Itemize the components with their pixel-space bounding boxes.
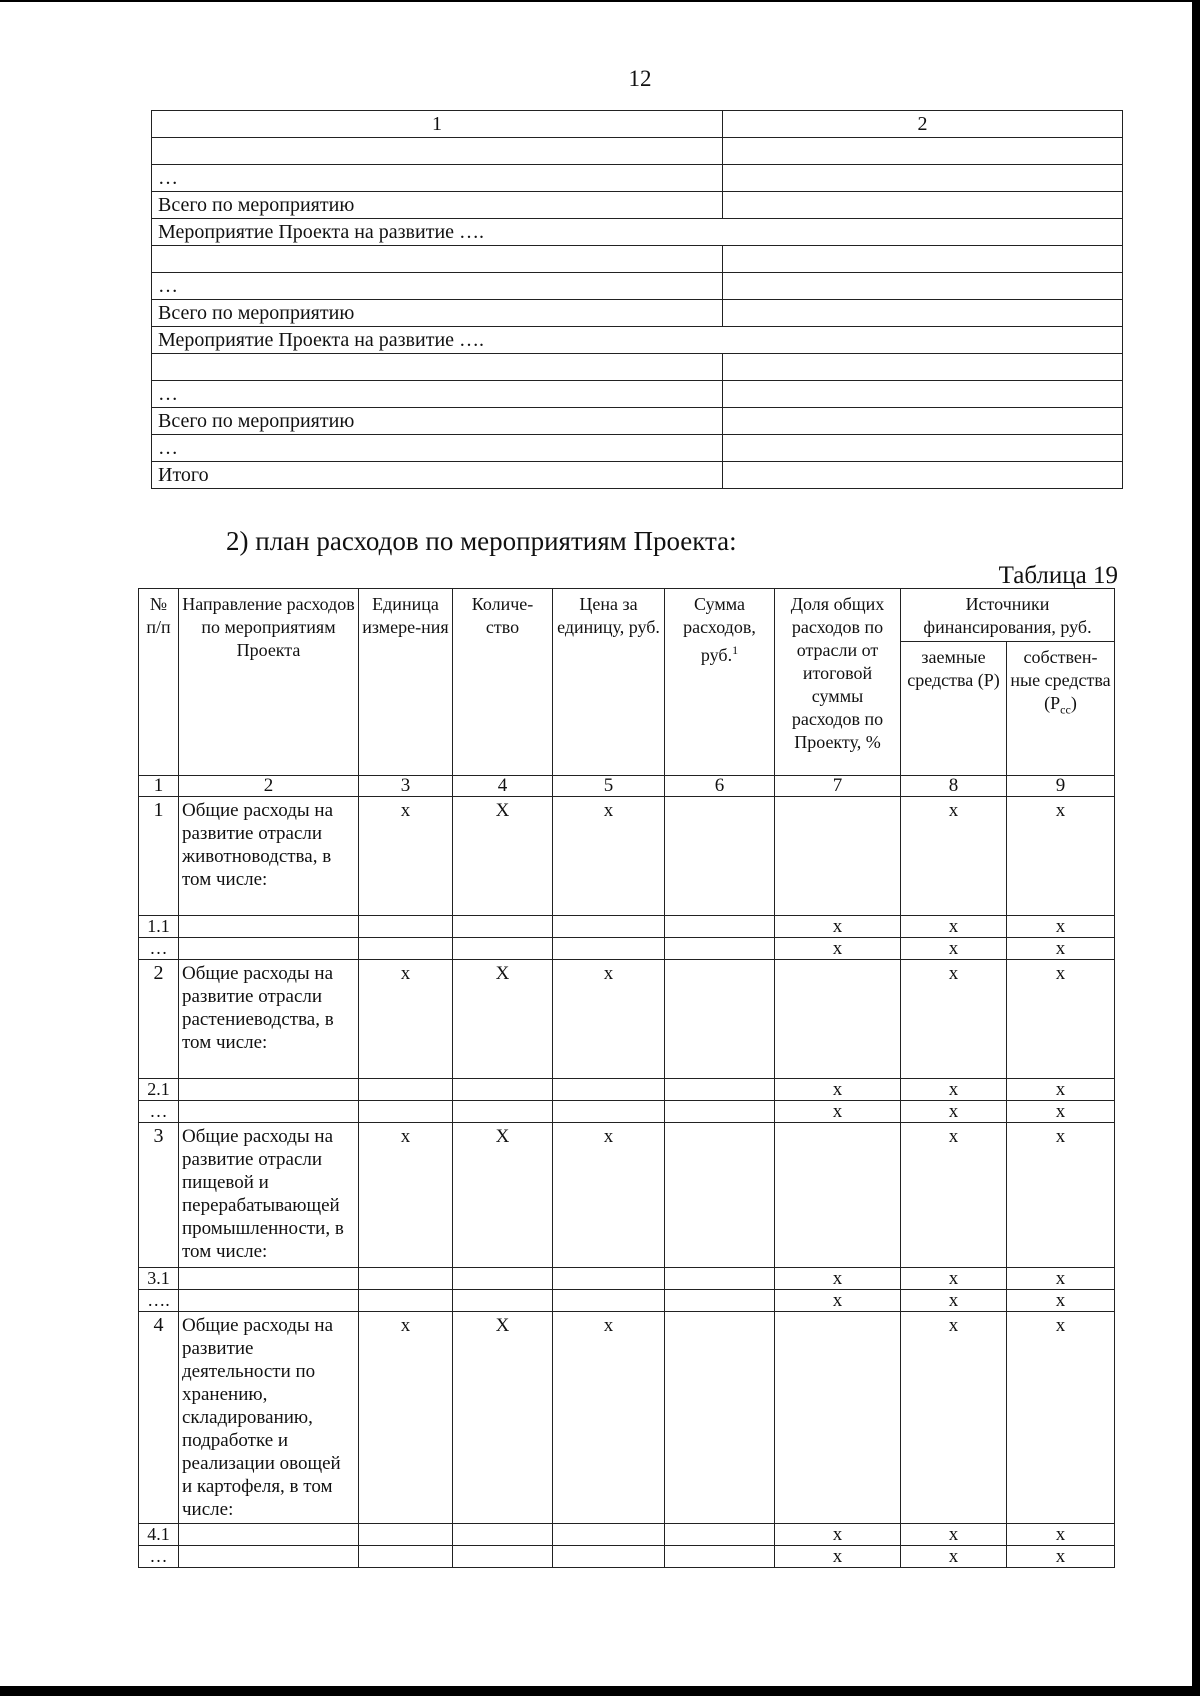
- empty-cell: [665, 916, 775, 938]
- price-cell: х: [553, 797, 665, 916]
- column-number: 9: [1007, 776, 1115, 797]
- own-x-cell: х: [1007, 1524, 1115, 1546]
- row-label-cell: [152, 354, 723, 381]
- empty-cell: [665, 1546, 775, 1568]
- table-row: [152, 435, 1123, 462]
- unit-cell: х: [359, 1312, 453, 1524]
- borrowed-cell: х: [901, 797, 1007, 916]
- scan-edge-right: [1192, 0, 1200, 1696]
- own-x-cell: х: [1007, 938, 1115, 960]
- borrowed-cell: х: [901, 1312, 1007, 1524]
- activity-title-cell: Мероприятие Проекта на развитие ….: [152, 327, 1123, 354]
- empty-cell: [359, 1524, 453, 1546]
- expense-plan-table: [138, 588, 1115, 1568]
- row-value-cell: [723, 354, 1123, 381]
- sub-row: [139, 938, 1115, 960]
- column-number: 6: [665, 776, 775, 797]
- sub-number: …: [139, 1101, 179, 1123]
- row-value-cell: [723, 138, 1123, 165]
- share-cell: [775, 1312, 901, 1524]
- sub-row: [139, 1079, 1115, 1101]
- empty-cell: [359, 938, 453, 960]
- share-x-cell: х: [775, 1290, 901, 1312]
- column-number: 3: [359, 776, 453, 797]
- price-cell: х: [553, 1123, 665, 1268]
- sub-number: 1.1: [139, 916, 179, 938]
- sub-number: …: [139, 938, 179, 960]
- header-sum: [665, 589, 775, 776]
- header-row-1: [139, 589, 1115, 642]
- empty-cell: [453, 1290, 553, 1312]
- row-value-cell: [723, 435, 1123, 462]
- group-number: 2: [139, 960, 179, 1079]
- header-price: Цена за единицу, руб.: [553, 589, 665, 776]
- empty-cell: [453, 1524, 553, 1546]
- row-value-cell: [723, 165, 1123, 192]
- empty-cell: [179, 916, 359, 938]
- row-value-cell: [723, 192, 1123, 219]
- borrowed-x-cell: х: [901, 1546, 1007, 1568]
- table-header-row: [152, 111, 1123, 138]
- column-number: 1: [139, 776, 179, 797]
- header-quantity: Количе-ство: [453, 589, 553, 776]
- empty-cell: [665, 1101, 775, 1123]
- group-number: 3: [139, 1123, 179, 1268]
- share-x-cell: х: [775, 1079, 901, 1101]
- table-row: [152, 192, 1123, 219]
- sub-number: 3.1: [139, 1268, 179, 1290]
- own-x-cell: х: [1007, 1268, 1115, 1290]
- row-label-cell: Всего по мероприятию: [152, 300, 723, 327]
- share-x-cell: х: [775, 1546, 901, 1568]
- group-row: [139, 960, 1115, 1079]
- table-row: [152, 138, 1123, 165]
- empty-cell: [665, 1079, 775, 1101]
- borrowed-cell: х: [901, 960, 1007, 1079]
- empty-cell: [453, 938, 553, 960]
- group-number: 1: [139, 797, 179, 916]
- row-value-cell: [723, 462, 1123, 489]
- column-number-row: [139, 776, 1115, 797]
- row-label-cell: …: [152, 273, 723, 300]
- empty-cell: [665, 1524, 775, 1546]
- borrowed-x-cell: х: [901, 1079, 1007, 1101]
- header-num: № п/п: [139, 589, 179, 776]
- header-own-subscript: сс: [1060, 702, 1071, 717]
- activity-title-cell: Мероприятие Проекта на развитие ….: [152, 219, 1123, 246]
- unit-cell: х: [359, 960, 453, 1079]
- empty-cell: [553, 1079, 665, 1101]
- borrowed-x-cell: х: [901, 1101, 1007, 1123]
- sub-number: 2.1: [139, 1079, 179, 1101]
- own-x-cell: х: [1007, 1079, 1115, 1101]
- group-description: Общие расходы на развитие деятельности по хранению, складированию, подработке и реализации овощей и картофеля, в том числе:: [179, 1312, 359, 1524]
- empty-cell: [553, 1290, 665, 1312]
- quantity-cell: Х: [453, 797, 553, 916]
- column-header-1: 1: [152, 111, 723, 138]
- row-value-cell: [723, 408, 1123, 435]
- borrowed-x-cell: х: [901, 938, 1007, 960]
- empty-cell: [453, 1079, 553, 1101]
- share-cell: [775, 960, 901, 1079]
- own-cell: х: [1007, 797, 1115, 916]
- quantity-cell: Х: [453, 960, 553, 1079]
- row-value-cell: [723, 381, 1123, 408]
- table-row: [152, 462, 1123, 489]
- table-row: [152, 381, 1123, 408]
- column-number: 7: [775, 776, 901, 797]
- activities-table: [151, 110, 1123, 489]
- empty-cell: [553, 1524, 665, 1546]
- empty-cell: [359, 1546, 453, 1568]
- scan-edge-bottom: [0, 1686, 1200, 1696]
- empty-cell: [553, 1546, 665, 1568]
- empty-cell: [453, 1101, 553, 1123]
- share-cell: [775, 797, 901, 916]
- table-row: [152, 219, 1123, 246]
- price-cell: х: [553, 960, 665, 1079]
- own-cell: х: [1007, 960, 1115, 1079]
- table-row: [152, 246, 1123, 273]
- own-x-cell: х: [1007, 1290, 1115, 1312]
- header-sum-footnote: 1: [732, 643, 739, 657]
- table-row: [152, 354, 1123, 381]
- unit-cell: х: [359, 797, 453, 916]
- unit-cell: х: [359, 1123, 453, 1268]
- table-row: [152, 273, 1123, 300]
- empty-cell: [453, 916, 553, 938]
- own-cell: х: [1007, 1123, 1115, 1268]
- header-borrowed: заемные средства (Р): [901, 642, 1007, 776]
- header-direction: Направление расходов по мероприятиям Проекта: [179, 589, 359, 776]
- empty-cell: [179, 1079, 359, 1101]
- sub-number: 4.1: [139, 1524, 179, 1546]
- share-x-cell: х: [775, 916, 901, 938]
- sum-cell: [665, 960, 775, 1079]
- row-label-cell: [152, 246, 723, 273]
- empty-cell: [553, 938, 665, 960]
- row-label-cell: …: [152, 381, 723, 408]
- group-row: [139, 1123, 1115, 1268]
- sub-row: [139, 1290, 1115, 1312]
- sub-row: [139, 916, 1115, 938]
- empty-cell: [359, 1290, 453, 1312]
- header-own: [1007, 642, 1115, 776]
- row-label-cell: [152, 138, 723, 165]
- table-row: [152, 408, 1123, 435]
- empty-cell: [665, 1290, 775, 1312]
- quantity-cell: Х: [453, 1123, 553, 1268]
- group-number: 4: [139, 1312, 179, 1524]
- sub-row: [139, 1101, 1115, 1123]
- scan-edge-top: [0, 0, 1200, 2]
- group-description: Общие расходы на развитие отрасли пищевой и перерабатывающей промышленности, в том числе:: [179, 1123, 359, 1268]
- borrowed-cell: х: [901, 1123, 1007, 1268]
- empty-cell: [359, 1268, 453, 1290]
- header-sources: Источники финансирования, руб.: [901, 589, 1115, 642]
- group-row: [139, 797, 1115, 916]
- column-number: 4: [453, 776, 553, 797]
- empty-cell: [359, 1101, 453, 1123]
- column-number: 8: [901, 776, 1007, 797]
- own-cell: х: [1007, 1312, 1115, 1524]
- header-own-close: ): [1070, 693, 1077, 713]
- empty-cell: [179, 1268, 359, 1290]
- page-number: 12: [628, 66, 652, 91]
- share-x-cell: х: [775, 1524, 901, 1546]
- sub-number: ….: [139, 1290, 179, 1312]
- empty-cell: [553, 916, 665, 938]
- column-number: 5: [553, 776, 665, 797]
- sub-number: …: [139, 1546, 179, 1568]
- borrowed-x-cell: х: [901, 916, 1007, 938]
- empty-cell: [553, 1101, 665, 1123]
- borrowed-x-cell: х: [901, 1524, 1007, 1546]
- share-x-cell: х: [775, 1101, 901, 1123]
- section-heading: 2) план расходов по мероприятиям Проекта:: [226, 526, 737, 556]
- row-label-cell: Всего по мероприятию: [152, 192, 723, 219]
- empty-cell: [179, 1101, 359, 1123]
- empty-cell: [179, 938, 359, 960]
- group-description: Общие расходы на развитие отрасли растениеводства, в том числе:: [179, 960, 359, 1079]
- row-label-cell: …: [152, 435, 723, 462]
- price-cell: х: [553, 1312, 665, 1524]
- sub-row: [139, 1524, 1115, 1546]
- table-row: [152, 327, 1123, 354]
- sum-cell: [665, 797, 775, 916]
- own-x-cell: х: [1007, 1101, 1115, 1123]
- row-label-cell: …: [152, 165, 723, 192]
- empty-cell: [665, 1268, 775, 1290]
- group-description: Общие расходы на развитие отрасли животноводства, в том числе:: [179, 797, 359, 916]
- empty-cell: [665, 938, 775, 960]
- empty-cell: [359, 916, 453, 938]
- sub-row: [139, 1546, 1115, 1568]
- empty-cell: [359, 1079, 453, 1101]
- header-unit: Единица измере-ния: [359, 589, 453, 776]
- borrowed-x-cell: х: [901, 1290, 1007, 1312]
- table-row: [152, 165, 1123, 192]
- empty-cell: [179, 1524, 359, 1546]
- table-label: Таблица 19: [998, 562, 1118, 589]
- row-label-cell: Итого: [152, 462, 723, 489]
- sum-cell: [665, 1123, 775, 1268]
- empty-cell: [179, 1546, 359, 1568]
- quantity-cell: Х: [453, 1312, 553, 1524]
- empty-cell: [453, 1546, 553, 1568]
- share-x-cell: х: [775, 1268, 901, 1290]
- table-row: [152, 300, 1123, 327]
- empty-cell: [553, 1268, 665, 1290]
- row-value-cell: [723, 300, 1123, 327]
- share-cell: [775, 1123, 901, 1268]
- share-x-cell: х: [775, 938, 901, 960]
- row-value-cell: [723, 273, 1123, 300]
- own-x-cell: х: [1007, 1546, 1115, 1568]
- header-sum-text: Сумма расходов, руб.: [683, 594, 756, 665]
- sum-cell: [665, 1312, 775, 1524]
- empty-cell: [179, 1290, 359, 1312]
- row-value-cell: [723, 246, 1123, 273]
- borrowed-x-cell: х: [901, 1268, 1007, 1290]
- header-own-text: собствен-ные средства (Р: [1010, 647, 1111, 713]
- column-header-2: 2: [723, 111, 1123, 138]
- column-number: 2: [179, 776, 359, 797]
- row-label-cell: Всего по мероприятию: [152, 408, 723, 435]
- empty-cell: [453, 1268, 553, 1290]
- group-row: [139, 1312, 1115, 1524]
- header-share: Доля общих расходов по отрасли от итоговой суммы расходов по Проекту, %: [775, 589, 901, 776]
- sub-row: [139, 1268, 1115, 1290]
- own-x-cell: х: [1007, 916, 1115, 938]
